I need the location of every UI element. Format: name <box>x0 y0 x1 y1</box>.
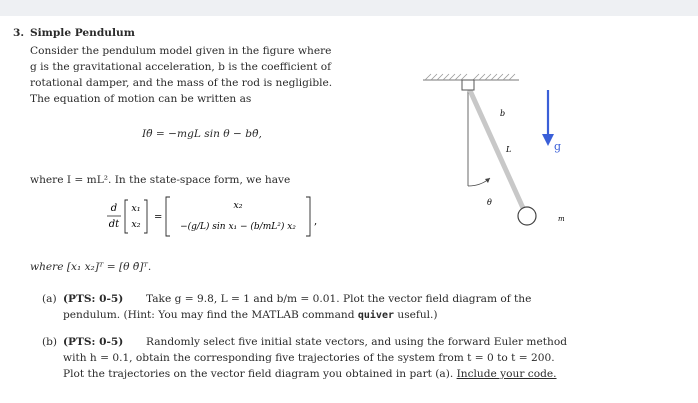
viewer-top-bar <box>0 0 698 17</box>
label-theta: θ <box>487 198 492 207</box>
label-L: L <box>506 145 512 154</box>
label-m: m <box>558 215 565 223</box>
matrix-equals: = <box>154 212 163 223</box>
part-a-pts: (PTS: 0-5) <box>63 293 124 305</box>
matrix-comma: , <box>314 216 318 227</box>
rhs-top-entry: x₂ <box>233 200 243 211</box>
vec-x1: x₁ <box>131 203 141 214</box>
pendulum-rod <box>468 86 523 208</box>
part-a-line-2: pendulum. (Hint: You may find the MATLAB command quiver useful.) <box>63 309 438 321</box>
part-a-label: (a) <box>42 293 57 305</box>
matlab-quiver-code: quiver <box>357 310 394 321</box>
pendulum-bob <box>518 207 536 225</box>
part-b-line-2: with h = 0.1, obtain the corresponding five trajectories of the system from t = 0 to t = 200. <box>63 352 555 364</box>
pendulum-figure <box>415 68 590 228</box>
gravity-arrow-head <box>542 134 554 146</box>
part-b-pts: (PTS: 0-5) <box>63 336 124 348</box>
state-space-text: where I = mL². In the state-space form, we have <box>30 174 291 186</box>
where-vector: where [x₁ x₂]ᵀ = [θ θ̇]ᵀ. <box>30 261 152 273</box>
intro-line-4: The equation of motion can be written as <box>30 93 252 105</box>
part-b-label: (b) <box>42 336 58 348</box>
intro-line-1: Consider the pendulum model given in the figure where <box>30 45 332 57</box>
part-b-line-1: Randomly select five initial state vectors, and using the forward Euler method <box>146 336 567 348</box>
rhs-bottom-entry: −(g/L) sin x₁ − (b/mL²) x₂ <box>180 222 296 232</box>
state-space-equation <box>100 194 360 244</box>
pivot-damper <box>462 80 474 90</box>
document-page <box>0 16 698 403</box>
part-a-line-1: Take g = 9.8, L = 1 and b/m = 0.01. Plot the vector field diagram of the <box>146 293 532 305</box>
intro-line-2: g is the gravitational acceleration, b is the coefficient of <box>30 61 332 73</box>
lhs-d: d <box>110 203 118 214</box>
ceiling-hatching <box>425 74 515 80</box>
label-b: b <box>500 109 506 118</box>
equation-of-motion: Iθ̈ = −mgL sin θ − bθ̇, <box>142 128 262 140</box>
problem-number: 3. <box>13 27 25 39</box>
include-code-note: Include your code. <box>456 368 557 380</box>
vec-x2: x₂ <box>131 219 141 230</box>
lhs-dt: dt <box>108 219 120 230</box>
intro-line-3: rotational damper, and the mass of the rod is negligible. <box>30 77 333 89</box>
label-g: g <box>554 140 562 153</box>
part-b-line-3: Plot the trajectories on the vector field diagram you obtained in part (a). Include your code. <box>63 368 557 380</box>
problem-title: Simple Pendulum <box>30 27 135 39</box>
